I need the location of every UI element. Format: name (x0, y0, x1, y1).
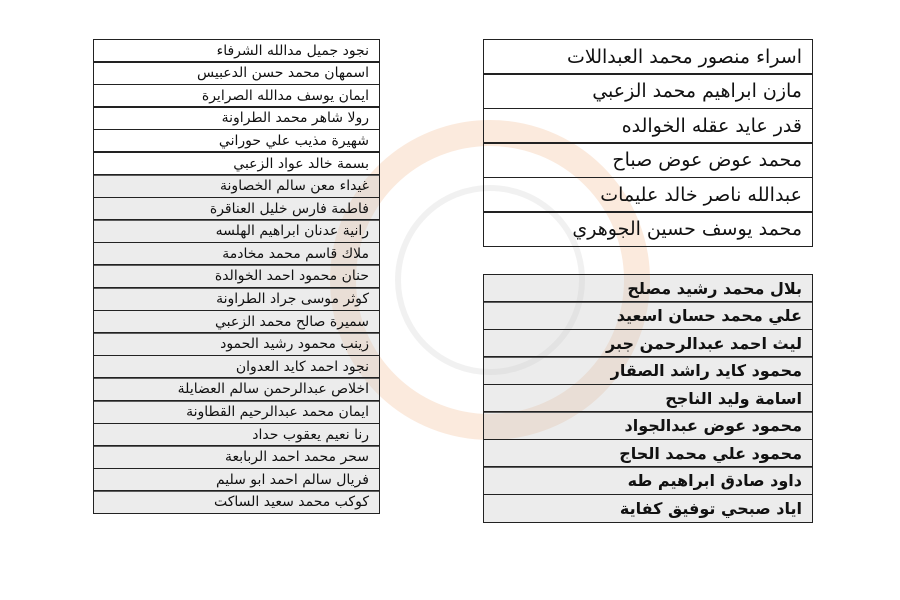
name-row: فريال سالم احمد ابو سليم (93, 468, 380, 492)
name-row: نجود جميل مدالله الشرفاء (93, 39, 380, 63)
name-row: سحر محمد احمد الربابعة (93, 445, 380, 469)
name-row: فاطمة فارس خليل العناقرة (93, 197, 380, 221)
name-row: بلال محمد رشيد مصلح (483, 274, 813, 303)
name-row: محمود عوض عبدالجواد (483, 411, 813, 440)
name-row: شهيرة مذيب علي حوراني (93, 129, 380, 153)
name-row: رنا نعيم يعقوب حداد (93, 423, 380, 447)
name-row: محمد يوسف حسين الجوهري (483, 211, 813, 247)
name-row: ايمان يوسف مدالله الصرايرة (93, 84, 380, 108)
name-row: غيداء معن سالم الخصاونة (93, 174, 380, 198)
name-row: قدر عايد عقله الخوالده (483, 108, 813, 144)
name-row: اسراء منصور محمد العبداللات (483, 39, 813, 75)
top-right-names-table (483, 40, 813, 247)
name-row: مازن ابراهيم محمد الزعبي (483, 73, 813, 109)
name-row: كوثر موسى جراد الطراونة (93, 287, 380, 311)
name-row: اياد صبحي توفيق كفاية (483, 494, 813, 523)
name-row: زينب محمود رشيد الحمود (93, 332, 380, 356)
name-row: اخلاص عبدالرحمن سالم العضايلة (93, 377, 380, 401)
bottom-right-names-table (483, 275, 813, 523)
name-row: ليث احمد عبدالرحمن جبر (483, 329, 813, 358)
name-row: سميرة صالح محمد الزعبي (93, 310, 380, 334)
name-row: محمود علي محمد الحاج (483, 439, 813, 468)
name-row: محمد عوض عوض صباح (483, 142, 813, 178)
name-row: اسامة وليد الناجح (483, 384, 813, 413)
name-row: كوكب محمد سعيد الساكت (93, 490, 380, 514)
name-row: رانية عدنان ابراهيم الهلسه (93, 219, 380, 243)
name-row: بسمة خالد عواد الزعبي (93, 151, 380, 175)
name-row: نجود احمد كايد العدوان (93, 355, 380, 379)
name-row: ايمان محمد عبدالرحيم القطاونة (93, 400, 380, 424)
left-names-table (93, 40, 380, 514)
name-row: حنان محمود احمد الخوالدة (93, 264, 380, 288)
name-row: عبدالله ناصر خالد عليمات (483, 177, 813, 213)
name-row: محمود كايد راشد الصقار (483, 356, 813, 385)
name-row: علي محمد حسان اسعيد (483, 301, 813, 330)
name-row: اسمهان محمد حسن الدعبيس (93, 61, 380, 85)
name-row: رولا شاهر محمد الطراونة (93, 106, 380, 130)
name-row: ملاك قاسم محمد مخادمة (93, 242, 380, 266)
name-row: داود صادق ابراهيم طه (483, 466, 813, 495)
